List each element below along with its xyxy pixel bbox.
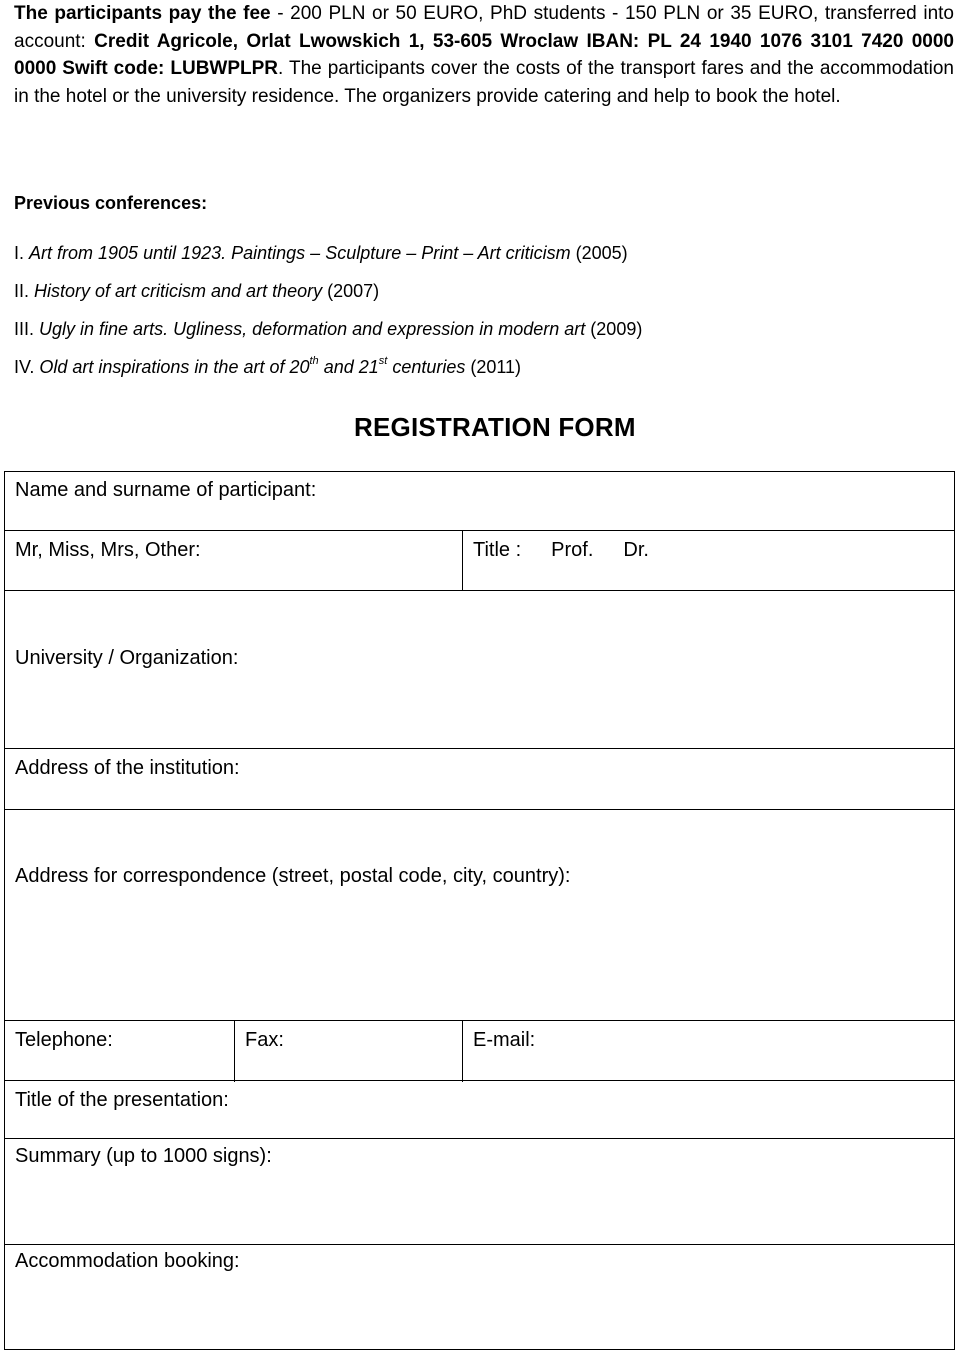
conference-item — [14, 355, 642, 393]
salutation-cell[interactable] — [5, 531, 462, 591]
title-label: Title : — [473, 539, 522, 561]
intro-fee-text: - 200 PLN or 50 EURO, PhD students - 150 PLN or 35 EURO, transferred into account: — [14, 3, 954, 52]
conference-item — [14, 279, 642, 317]
salutation-label: Mr, Miss, Mrs, Other: — [15, 539, 201, 561]
intro-bank-bold: Credit Agricole, Orlat Lwowskich 1, 53-605 Wroclaw IBAN: PL 24 1940 1076 3101 7420 0000 0000 Swift code: LUBWPLPR — [14, 30, 955, 79]
email-label: E-mail: — [473, 1029, 536, 1051]
institution-address-row[interactable] — [5, 748, 954, 810]
email-cell[interactable] — [462, 1021, 954, 1082]
university-label: University / Organization: — [15, 647, 239, 669]
institution-address-label: Address of the institution: — [15, 757, 240, 779]
conference-title — [39, 357, 465, 377]
name-row[interactable] — [5, 472, 954, 532]
correspondence-address-row[interactable] — [5, 809, 954, 1018]
title-option-dr[interactable]: Dr. — [623, 539, 649, 561]
correspondence-address-label: Address for correspondence (street, postal code, city, country): — [15, 865, 571, 887]
telephone-label: Telephone: — [15, 1029, 113, 1051]
previous-conferences-heading: Previous conferences: — [14, 193, 208, 213]
conference-number: II. — [14, 281, 35, 301]
intro-costs-text: . The participants cover the costs of the transport fares and the accommodation in the hotel or the university residence. The organizers provide catering and help to book the hotel. — [14, 58, 954, 107]
conference-title-part: and 21 — [318, 357, 379, 377]
presentation-title-row[interactable] — [5, 1080, 954, 1140]
contact-row — [5, 1020, 954, 1082]
conference-title-part: Old art inspirations in the art of 20 — [39, 357, 310, 377]
registration-form-title: REGISTRATION FORM — [354, 412, 636, 442]
conference-number: I. — [14, 243, 30, 263]
name-label: Name and surname of participant: — [15, 479, 317, 501]
conference-number: III. — [14, 319, 40, 339]
fax-label: Fax: — [245, 1029, 284, 1051]
intro-paragraph — [14, 0, 954, 110]
superscript: st — [378, 355, 388, 367]
conference-year: (2009) — [585, 319, 643, 339]
telephone-cell[interactable] — [5, 1021, 234, 1082]
summary-row[interactable] — [5, 1138, 954, 1246]
conference-year: (2005) — [570, 243, 628, 263]
conference-year: (2011) — [465, 357, 522, 377]
summary-label: Summary (up to 1000 signs): — [15, 1145, 272, 1167]
conference-year: (2007) — [322, 281, 380, 301]
university-row[interactable] — [5, 590, 954, 749]
presentation-title-label: Title of the presentation: — [15, 1089, 229, 1111]
fax-cell[interactable] — [234, 1021, 462, 1082]
conference-title-part: centuries — [387, 357, 466, 377]
accommodation-label: Accommodation booking: — [15, 1250, 240, 1272]
title-option-prof[interactable]: Prof. — [551, 539, 594, 561]
registration-form — [4, 471, 955, 1350]
conference-title: History of art criticism and art theory — [34, 281, 323, 301]
conference-number: IV. — [14, 357, 40, 377]
academic-title-cell[interactable] — [462, 531, 954, 591]
conference-title: Art from 1905 until 1923. Paintings – Sculpture – Print – Art criticism — [29, 243, 571, 263]
conference-title: Ugly in fine arts. Ugliness, deformation and expression in modern art — [39, 319, 586, 339]
salutation-row — [5, 530, 954, 591]
accommodation-row[interactable] — [5, 1244, 954, 1349]
conference-item — [14, 241, 642, 279]
previous-conferences-list — [14, 241, 642, 393]
superscript: th — [309, 355, 319, 367]
intro-fee-bold: The participants pay the fee — [14, 3, 271, 24]
academic-title-options — [473, 539, 679, 562]
conference-item — [14, 317, 642, 355]
